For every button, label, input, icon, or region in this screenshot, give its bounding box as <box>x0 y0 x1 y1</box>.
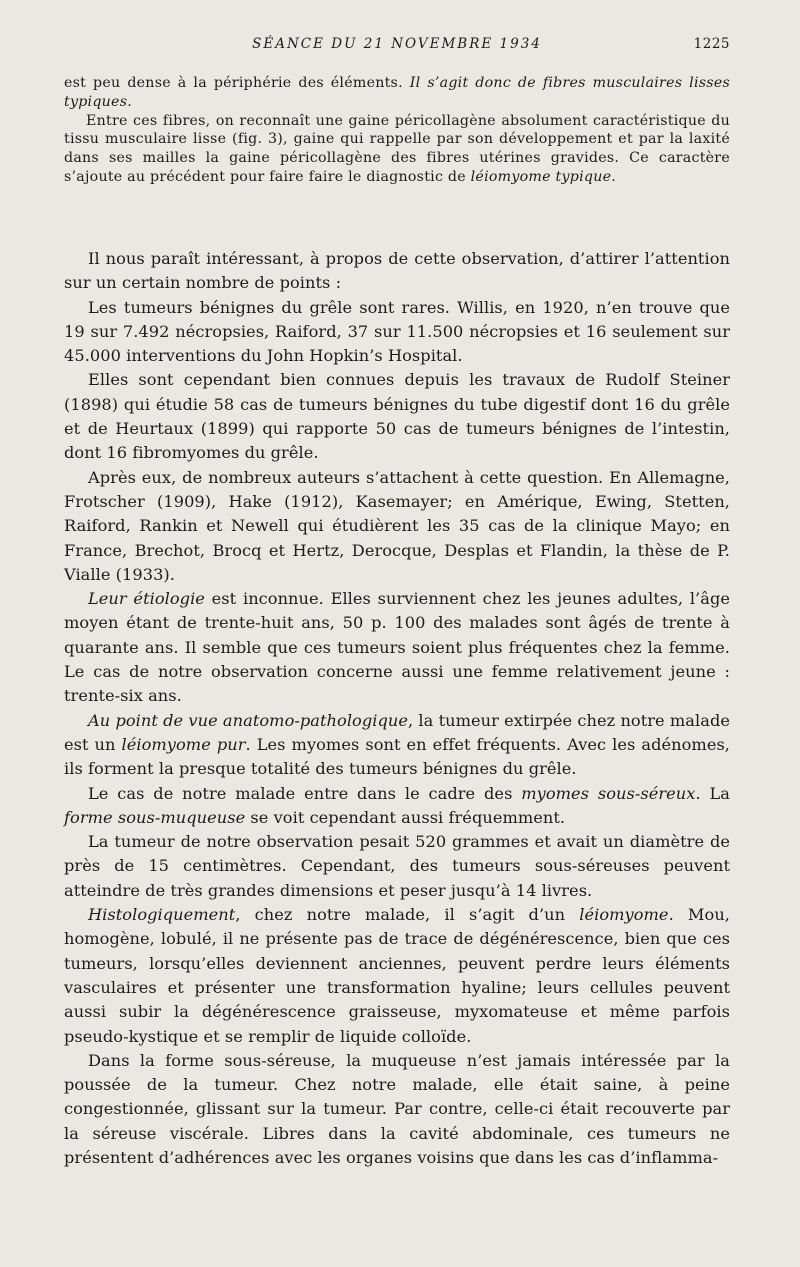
intro-paragraph-2 <box>64 112 730 187</box>
intro-text-block <box>64 74 730 187</box>
p7-text-a: Le cas de notre malade entre dans le cadre des <box>88 783 522 803</box>
p9-text-b: , chez notre malade, il s’agit d’un <box>235 905 580 925</box>
p6-text-b: , la tumeur extirpée chez notre malade est un <box>64 710 730 754</box>
main-text-block <box>64 247 730 1170</box>
p9-italic-a: Histologiquement <box>88 905 236 925</box>
p7-text-c: . La <box>695 783 730 803</box>
body-paragraph-1: Il nous paraît intéressant, à propos de cette observation, d’attirer l’attention sur un certain nombre de points : <box>64 249 730 293</box>
body-paragraph-10: Dans la forme sous-séreuse, la muqueuse n’est jamais intéressée par la poussée de la tumeur. Chez notre malade, elle était saine, à peine congestionnée, glissant sur la tumeur. Par contre, celle-ci était recouverte par la séreuse viscérale. Libres dans la cavité abdominale, ces tumeurs ne présentent d’adhérences avec les organes voisins que dans les cas d’inflamma- <box>64 1050 730 1167</box>
body-paragraph-5 <box>64 587 730 708</box>
p9-text-d: . Mou, homogène, lobulé, il ne présente pas de trace de dégénérescence, bien que ces tumeurs, lorsqu’elles deviennent anciennes, peuvent perdre leurs éléments vasculaires et présenter une transformation hyaline; leurs cellules peuvent aussi subir la dégénérescence graisseuse, myxomateuse et même parfois pseudo-kystique et se remplir de liquide colloïde. <box>64 905 731 1046</box>
body-paragraph-9 <box>64 903 730 1049</box>
intro-p2-text: Entre ces fibres, on reconnaît une gaine péricollagène absolument caractéristique du tissu musculaire lisse (fig. 3), gaine qui rappelle par son développement et par la laxité dans ses mailles la gaine péricollagène des fibres utérines gravides. Ce caractère s’ajoute au précédent pour faire faire le diagnostic de <box>64 112 730 185</box>
body-paragraph-6 <box>64 709 730 782</box>
body-paragraph-2: Les tumeurs bénignes du grêle sont rares. Willis, en 1920, n’en trouve que 19 sur 7.492 nécropsies, Raiford, 37 sur 11.500 nécropsies et 16 seulement sur 45.000 interventions du John Hopkin’s Hospital. <box>64 297 730 366</box>
p7-italic-b: myomes sous-séreux <box>521 783 696 803</box>
intro-paragraph-1 <box>64 74 730 112</box>
running-header <box>64 36 730 56</box>
p7-text-e: se voit cependant aussi fréquemment. <box>245 807 566 827</box>
intro-p1-text: est peu dense à la périphérie des éléments. <box>64 75 410 91</box>
p6-text-d: . Les myomes sont en effet fréquents. Avec les adénomes, ils forment la presque totalité des tumeurs bénignes du grêle. <box>64 734 730 779</box>
page-number: 1225 <box>693 36 730 52</box>
running-title: SÉANCE DU 21 NOVEMBRE 1934 <box>252 36 542 52</box>
body-paragraph-8: La tumeur de notre observation pesait 520 grammes et avait un diamètre de près de 15 centimètres. Cependant, des tumeurs sous-séreuses peuvent atteindre de très grandes dimensions et peser jusqu’à 14 livres. <box>64 832 730 900</box>
p9-italic-c: léiomyome <box>579 905 669 925</box>
p6-italic-a: Au point de vue anatomo-pathologique <box>88 710 408 730</box>
body-paragraph-3: Elles sont cependant bien connues depuis les travaux de Rudolf Steiner (1898) qui étudie 58 cas de tumeurs bénignes du tube digestif dont 16 du grêle et de Heurtaux (1899) qui rapporte 50 cas de tumeurs bénignes de l’intestin, dont 16 fibromyomes du grêle. <box>64 370 730 463</box>
intro-p2-italic: léiomyome typique. <box>470 168 616 185</box>
intro-p1-italic: Il s’agit donc de fibres musculaires lisses typiques. <box>64 75 730 110</box>
p7-italic-d: forme sous-muqueuse <box>64 807 246 827</box>
body-paragraph-4: Après eux, de nombreux auteurs s’attachent à cette question. En Allemagne, Frotscher (1909), Hake (1912), Kasemayer; en Amérique, Ewing, Stetten, Raiford, Rankin et Newell qui étudièrent les 35 cas de la clinique Mayo; en France, Brechot, Brocq et Hertz, Derocque, Desplas et Flandin, la thèse de P. Vialle (1933). <box>64 467 730 584</box>
p5-text: est inconnue. Elles surviennent chez les jeunes adultes, l’âge moyen étant de trente-huit ans, 50 p. 100 des malades sont âgés de trente à quarante ans. Il semble que ces tumeurs soient plus fréquentes chez la femme. Le cas de notre observation concerne aussi une femme relativement jeune : trente-six ans. <box>64 589 730 706</box>
p5-italic: Leur étiologie <box>88 589 205 609</box>
body-paragraph-7 <box>64 782 730 831</box>
p6-italic-c: léiomyome pur <box>121 734 246 754</box>
